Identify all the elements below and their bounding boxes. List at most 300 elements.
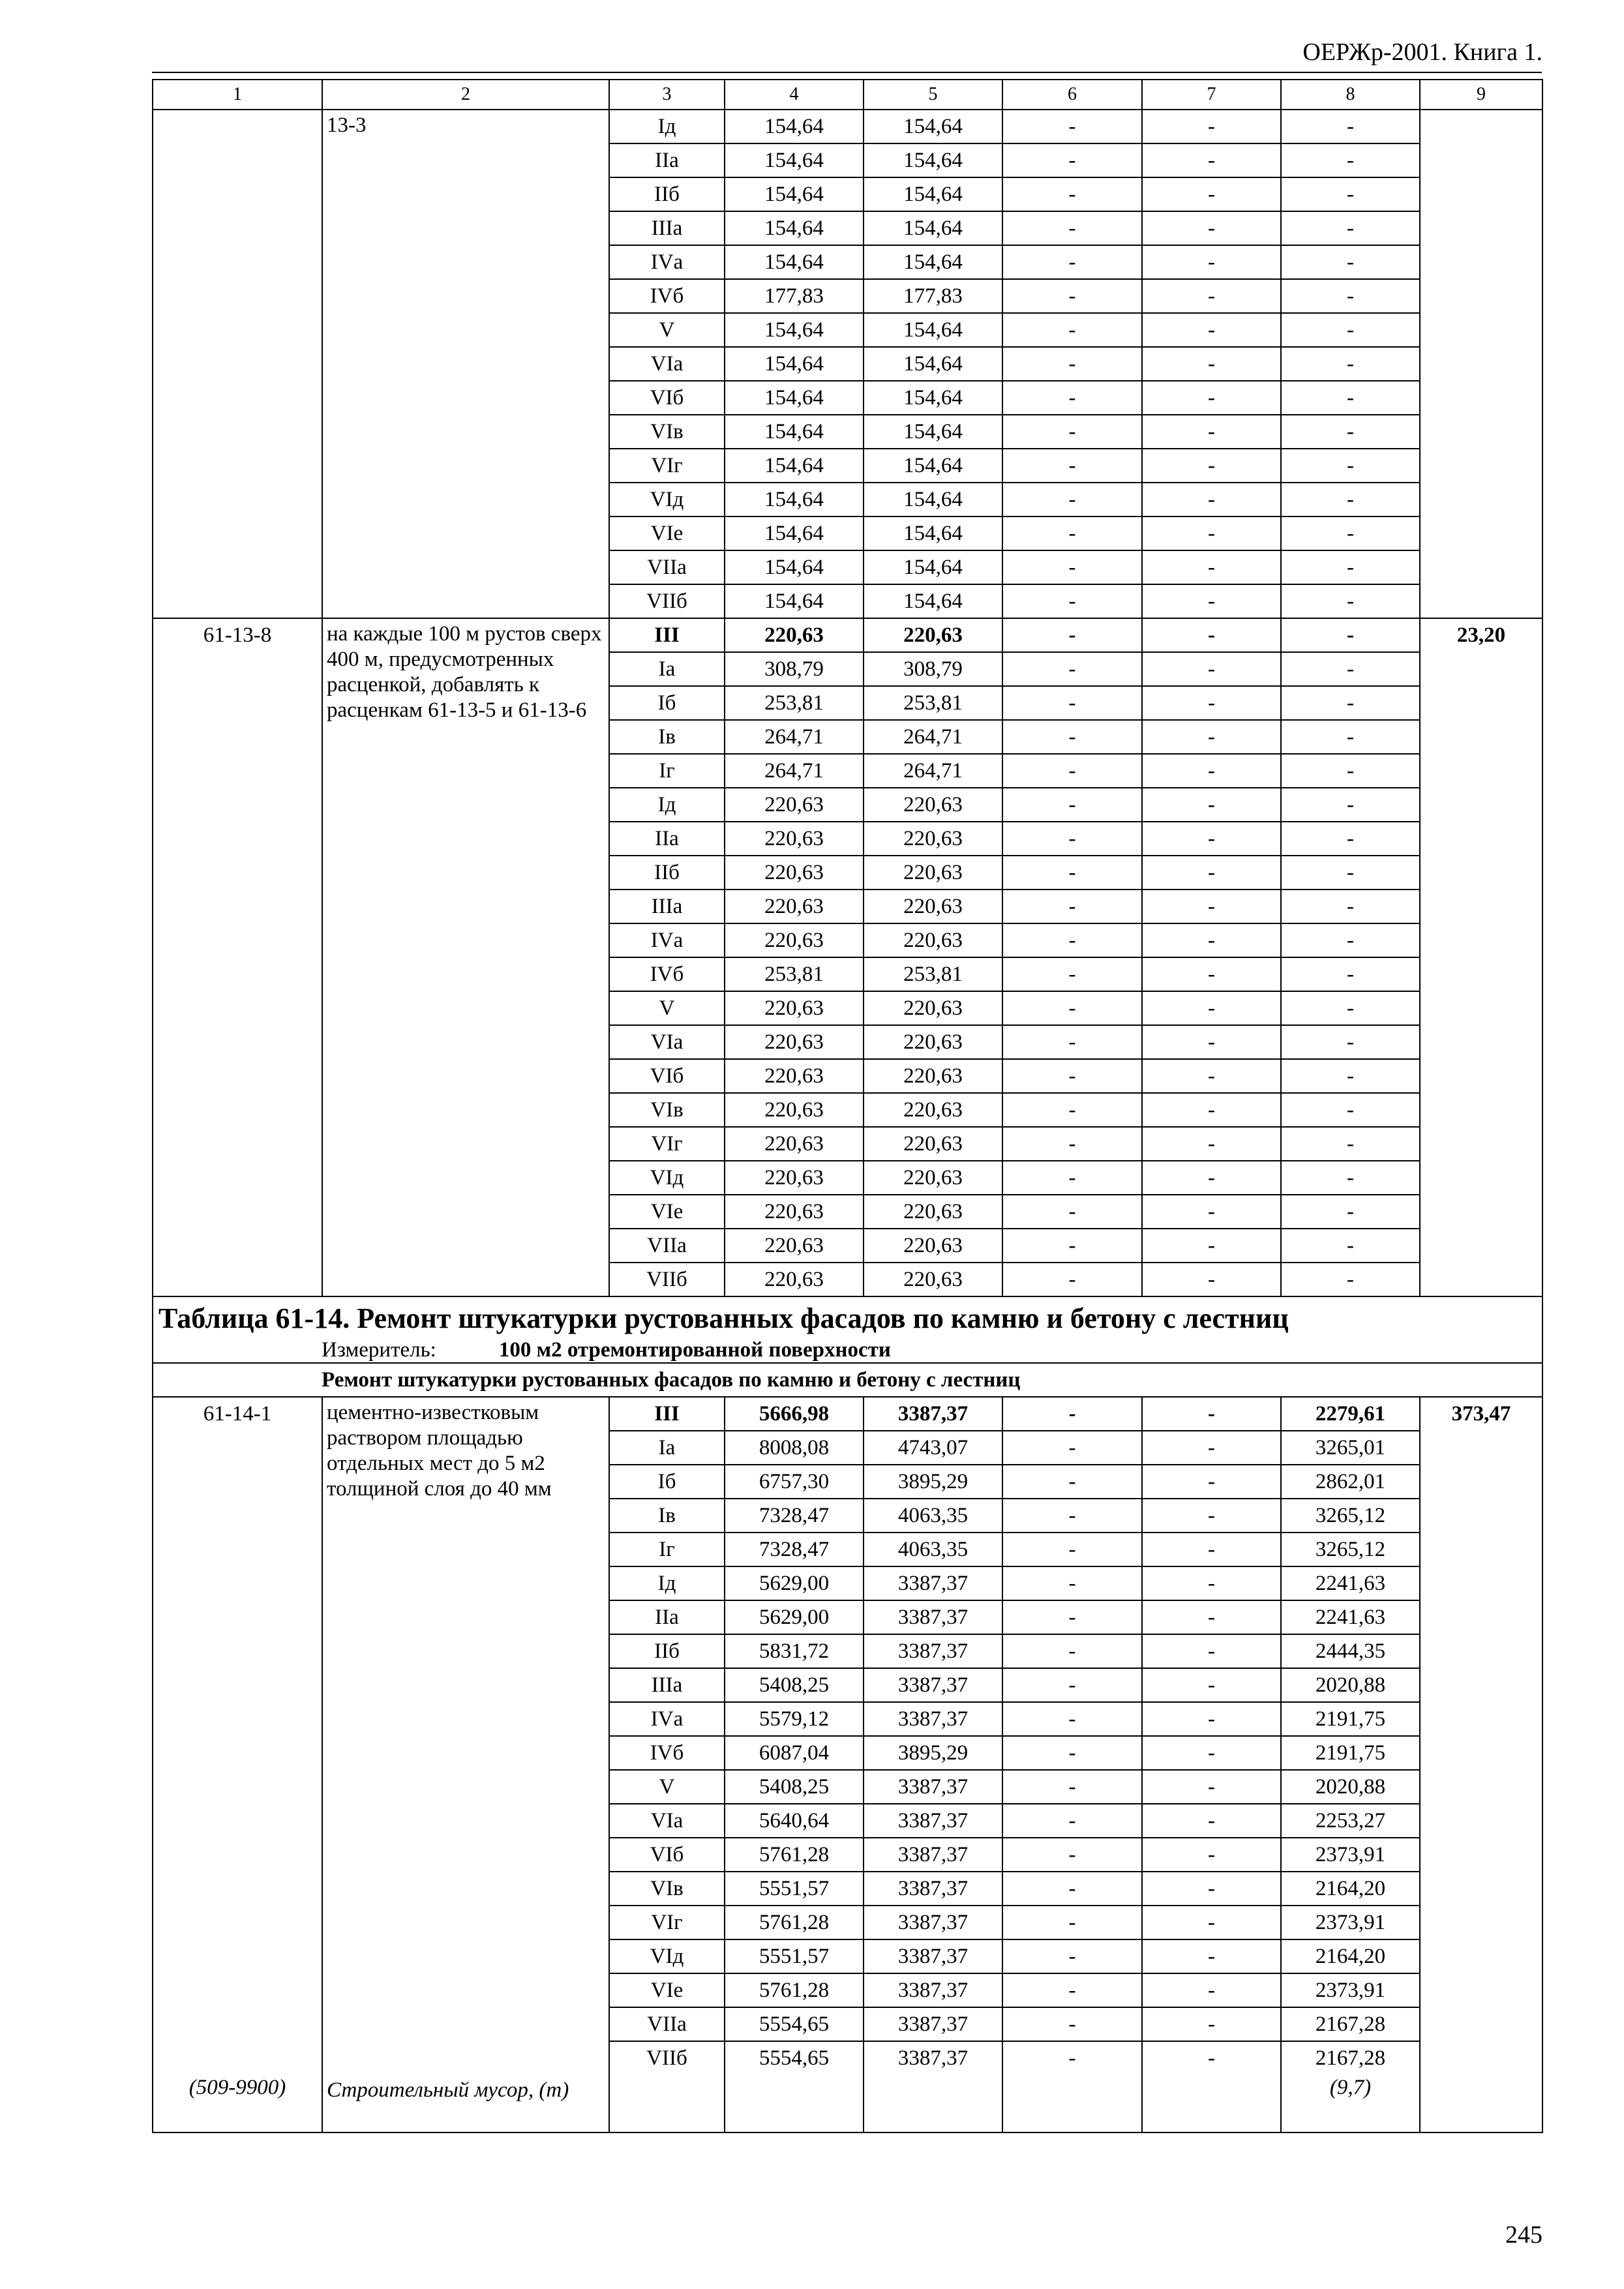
region-zone: IIIа [609, 890, 725, 923]
cost-value: 220,63 [725, 856, 864, 890]
cost-value: - [1142, 347, 1281, 381]
cost-value: 5554,65 [725, 2007, 864, 2041]
cost-value: 3895,29 [864, 1736, 1002, 1770]
cost-value: - [1002, 381, 1142, 415]
cost-value: 3265,01 [1281, 1431, 1420, 1465]
cost-value: - [1142, 1906, 1281, 1939]
cost-value: 220,63 [864, 856, 1002, 890]
region-zone: Iд [609, 110, 725, 143]
cost-value: 2191,75 [1281, 1702, 1420, 1736]
column-number: 4 [725, 80, 864, 110]
cost-value: - [1002, 1906, 1142, 1939]
measure-label: Измеритель: [322, 1338, 436, 1362]
cost-value: 5408,25 [725, 1668, 864, 1702]
cost-value: - [1281, 347, 1420, 381]
cost-value: - [1142, 1736, 1281, 1770]
cost-value: - [1002, 1465, 1142, 1499]
cost-value: - [1281, 1161, 1420, 1195]
region-zone: Iв [609, 1499, 725, 1533]
cost-value: 2373,91 [1281, 1973, 1420, 2007]
cost-value: - [1142, 1939, 1281, 1973]
cost-value: 220,63 [864, 890, 1002, 923]
region-zone: IIб [609, 177, 725, 211]
cost-value: 3387,37 [864, 2007, 1002, 2041]
cost-value: 5408,25 [725, 1770, 864, 1804]
work-description: 13-3 [322, 110, 609, 618]
cost-value: - [1281, 449, 1420, 483]
cost-value: - [1002, 1397, 1142, 1431]
cost-value: - [1002, 720, 1142, 754]
column-9-value: 373,47 [1420, 1397, 1542, 2132]
cost-value: 253,81 [725, 957, 864, 991]
cost-value: - [1002, 1600, 1142, 1634]
cost-value: - [1002, 1025, 1142, 1059]
cost-value: - [1002, 1702, 1142, 1736]
cost-value: 5551,57 [725, 1872, 864, 1906]
region-zone: IIа [609, 143, 725, 177]
cost-value: - [1142, 1872, 1281, 1906]
cost-value: 3387,37 [864, 1702, 1002, 1736]
cost-value: - [1281, 1059, 1420, 1093]
cost-value: 4743,07 [864, 1431, 1002, 1465]
cost-value: - [1142, 1804, 1281, 1838]
region-zone: VIе [609, 1973, 725, 2007]
cost-value: - [1002, 890, 1142, 923]
cost-value: - [1281, 957, 1420, 991]
cost-value: 154,64 [725, 211, 864, 245]
cost-value: - [1142, 449, 1281, 483]
cost-value: 220,63 [725, 991, 864, 1025]
cost-value: - [1002, 957, 1142, 991]
table-title-row [153, 1296, 1542, 1338]
region-zone: Iа [609, 1431, 725, 1465]
cost-value: 2167,28 [1281, 2007, 1420, 2041]
cost-value: - [1142, 516, 1281, 550]
column-9-value [1420, 110, 1542, 618]
cost-value: - [1142, 652, 1281, 686]
region-zone: VIб [609, 1059, 725, 1093]
cost-value: 154,64 [864, 483, 1002, 516]
column-number: 9 [1420, 80, 1542, 110]
cost-value: - [1142, 1634, 1281, 1668]
cost-value: - [1142, 1195, 1281, 1229]
region-zone: VIа [609, 347, 725, 381]
cost-value: - [1281, 1263, 1420, 1296]
cost-value: - [1002, 652, 1142, 686]
cost-value: - [1142, 1600, 1281, 1634]
cost-value: - [1002, 1770, 1142, 1804]
cost-value: - [1002, 1533, 1142, 1566]
cost-value: - [1142, 415, 1281, 449]
cost-value: 220,63 [725, 1229, 864, 1263]
cost-value: 220,63 [725, 618, 864, 652]
cost-value: - [1142, 1431, 1281, 1465]
cost-value: - [1142, 110, 1281, 143]
cost-value: 220,63 [864, 1025, 1002, 1059]
cost-value: 264,71 [864, 754, 1002, 788]
cost-value: - [1002, 1566, 1142, 1600]
cost-value: 220,63 [864, 1161, 1002, 1195]
cost-value: - [1142, 1668, 1281, 1702]
cost-value: - [1142, 822, 1281, 856]
cost-value: - [1142, 1059, 1281, 1093]
cost-value: - [1002, 415, 1142, 449]
cost-value: - [1002, 686, 1142, 720]
cost-value: - [1002, 1973, 1142, 2007]
cost-value: - [1142, 483, 1281, 516]
region-zone: VIд [609, 1161, 725, 1195]
region-zone: VIг [609, 1906, 725, 1939]
cost-value: 5640,64 [725, 1804, 864, 1838]
cost-value: 4063,35 [864, 1533, 1002, 1566]
measure-value: 100 м2 отремонтированной поверхности [498, 1338, 891, 1362]
region-zone: VIа [609, 1804, 725, 1838]
region-zone: IIб [609, 1634, 725, 1668]
cost-value: - [1142, 1127, 1281, 1161]
cost-value: 220,63 [864, 822, 1002, 856]
cost-value: - [1281, 686, 1420, 720]
cost-value: - [1002, 550, 1142, 584]
work-description: на каждые 100 м рустов сверх 400 м, предусмотренных расценкой, добавлять к расценкам 61-13-5 и 61-13-6 [322, 618, 609, 1296]
rate-code [153, 110, 322, 618]
cost-value: 2167,28 [1281, 2041, 1420, 2074]
cost-value: 154,64 [864, 177, 1002, 211]
cost-value: 2444,35 [1281, 1634, 1420, 1668]
column-number: 5 [864, 80, 1002, 110]
document-header: ОЕРЖр-2001. Книга 1. [1302, 38, 1542, 66]
cost-value: 2191,75 [1281, 1736, 1420, 1770]
cost-value: 5761,28 [725, 1973, 864, 2007]
cost-value: 220,63 [725, 1161, 864, 1195]
cost-value: 220,63 [725, 1093, 864, 1127]
cost-value: - [1281, 313, 1420, 347]
cost-value: - [1002, 923, 1142, 957]
cost-value: - [1002, 449, 1142, 483]
cost-value: 220,63 [864, 1127, 1002, 1161]
cost-value: - [1002, 754, 1142, 788]
cost-value: - [1142, 1397, 1281, 1431]
cost-value: 2373,91 [1281, 1906, 1420, 1939]
cost-value: - [1002, 1736, 1142, 1770]
region-zone: III [609, 1397, 725, 1431]
cost-value: - [1002, 618, 1142, 652]
cost-value: 5579,12 [725, 1702, 864, 1736]
cost-value: - [1281, 720, 1420, 754]
cost-value: 3387,37 [864, 1838, 1002, 1872]
column-number: 2 [322, 80, 609, 110]
cost-value: 5831,72 [725, 1634, 864, 1668]
cost-value: - [1281, 1195, 1420, 1229]
cost-value: - [1142, 720, 1281, 754]
cost-value: - [1142, 143, 1281, 177]
region-zone: IVб [609, 957, 725, 991]
cost-value: 8008,08 [725, 1431, 864, 1465]
cost-value: - [1002, 279, 1142, 313]
cost-value: 2020,88 [1281, 1668, 1420, 1702]
cost-value: - [1142, 1093, 1281, 1127]
cost-value: - [1281, 483, 1420, 516]
cost-value: - [1142, 788, 1281, 822]
cost-value: 6087,04 [725, 1736, 864, 1770]
cost-value: 154,64 [725, 110, 864, 143]
cost-value: - [1142, 584, 1281, 618]
cost-value: - [1281, 890, 1420, 923]
cost-value: 3387,37 [864, 1906, 1002, 1939]
region-zone: VIIб [609, 584, 725, 618]
cost-value: 3265,12 [1281, 1499, 1420, 1533]
cost-value: 2164,20 [1281, 1872, 1420, 1906]
cost-value: - [1281, 279, 1420, 313]
cost-value: 154,64 [725, 516, 864, 550]
cost-value: - [1281, 788, 1420, 822]
cost-value: - [1002, 1872, 1142, 1906]
region-zone: IIб [609, 856, 725, 890]
region-zone: III [609, 618, 725, 652]
cost-value: 154,64 [864, 143, 1002, 177]
cost-value: - [1142, 686, 1281, 720]
cost-value: - [1281, 754, 1420, 788]
cost-value: - [1142, 1838, 1281, 1872]
table-row [153, 110, 1542, 143]
cost-value: - [1281, 550, 1420, 584]
region-zone: IVб [609, 1736, 725, 1770]
cost-value: 253,81 [864, 957, 1002, 991]
cost-value: - [1002, 1093, 1142, 1127]
cost-value: - [1002, 1059, 1142, 1093]
cost-value: 3387,37 [864, 1872, 1002, 1906]
cost-value: 3265,12 [1281, 1533, 1420, 1566]
cost-value: - [1142, 1263, 1281, 1296]
cost-value: - [1281, 177, 1420, 211]
cost-value: - [1002, 1499, 1142, 1533]
cost-value: - [1142, 313, 1281, 347]
cost-value: 154,64 [725, 584, 864, 618]
region-zone: VIб [609, 1838, 725, 1872]
region-zone: Iб [609, 1465, 725, 1499]
cost-value: 154,64 [864, 584, 1002, 618]
table-title: Таблица 61-14. Ремонт штукатурки рустованных фасадов по камню и бетону с лестниц [153, 1296, 1542, 1338]
cost-value: - [1281, 618, 1420, 652]
measure-row [153, 1338, 1542, 1363]
cost-value: - [1142, 1161, 1281, 1195]
cost-value: 253,81 [864, 686, 1002, 720]
cost-value: 154,64 [725, 177, 864, 211]
cost-value: - [1002, 143, 1142, 177]
cost-value: 154,64 [864, 516, 1002, 550]
cost-value: 4063,35 [864, 1499, 1002, 1533]
cost-value: - [1142, 2007, 1281, 2041]
cost-value: 177,83 [725, 279, 864, 313]
table-row [153, 618, 1542, 652]
cost-value: - [1002, 1229, 1142, 1263]
cost-value: 2241,63 [1281, 1566, 1420, 1600]
region-zone: IVа [609, 1702, 725, 1736]
cost-value: 2164,20 [1281, 1939, 1420, 1973]
cost-value: 5666,98 [725, 1397, 864, 1431]
region-zone: V [609, 313, 725, 347]
cost-value: - [1142, 1702, 1281, 1736]
region-zone: VIд [609, 483, 725, 516]
cost-value: - [1002, 1195, 1142, 1229]
region-zone: IIа [609, 1600, 725, 1634]
cost-value: - [1142, 1229, 1281, 1263]
column-number: 7 [1142, 80, 1281, 110]
region-zone: Iг [609, 1533, 725, 1566]
measure-line [153, 1338, 1542, 1363]
cost-value: - [1002, 1804, 1142, 1838]
column-number: 8 [1281, 80, 1420, 110]
cost-value: - [1142, 856, 1281, 890]
cost-value: 220,63 [864, 923, 1002, 957]
cost-value: 154,64 [864, 415, 1002, 449]
cost-value: 154,64 [864, 550, 1002, 584]
cost-value: - [1002, 1431, 1142, 1465]
cost-value: 264,71 [725, 720, 864, 754]
page-number: 245 [1505, 2221, 1542, 2249]
cost-value: - [1142, 890, 1281, 923]
cost-value: 220,63 [864, 618, 1002, 652]
cost-value: 3387,37 [864, 1634, 1002, 1668]
cost-value: 154,64 [725, 550, 864, 584]
column-9-value: 23,20 [1420, 618, 1542, 1296]
cost-value: 154,64 [725, 143, 864, 177]
region-zone: VIд [609, 1939, 725, 1973]
cost-value: - [1142, 923, 1281, 957]
cost-value: - [1002, 1939, 1142, 1973]
cost-value: 5761,28 [725, 1838, 864, 1872]
cost-value: - [1281, 211, 1420, 245]
rate-code: 61-13-8 [153, 618, 322, 1296]
region-zone: IVа [609, 245, 725, 279]
region-zone: VIв [609, 1872, 725, 1906]
cost-value: 3387,37 [864, 1566, 1002, 1600]
cost-value: - [1281, 856, 1420, 890]
region-zone: VIг [609, 1127, 725, 1161]
region-zone: IVа [609, 923, 725, 957]
cost-value: 154,64 [864, 245, 1002, 279]
region-zone: VIIа [609, 1229, 725, 1263]
region-zone: VIIа [609, 2007, 725, 2041]
table-body [153, 80, 1542, 2132]
cost-value: 220,63 [864, 1229, 1002, 1263]
cost-value: - [1002, 313, 1142, 347]
cost-value: - [1002, 110, 1142, 143]
cost-value: 5629,00 [725, 1600, 864, 1634]
cost-value: 3387,37 [864, 2041, 1002, 2132]
cost-value: - [1002, 584, 1142, 618]
region-zone: VIв [609, 1093, 725, 1127]
region-zone: Iв [609, 720, 725, 754]
region-zone: VIIб [609, 2041, 725, 2132]
region-zone: VIв [609, 415, 725, 449]
header-divider [152, 72, 1542, 73]
cost-value: - [1281, 1025, 1420, 1059]
cost-value: - [1142, 2041, 1281, 2132]
cost-value: - [1002, 1161, 1142, 1195]
cost-value: 154,64 [725, 381, 864, 415]
cost-value: - [1142, 1566, 1281, 1600]
region-zone: VIе [609, 1195, 725, 1229]
cost-value: 220,63 [864, 1059, 1002, 1093]
region-zone: VIIа [609, 550, 725, 584]
cost-value: 154,64 [864, 110, 1002, 143]
cost-value: 3387,37 [864, 1600, 1002, 1634]
debris-code: (509-9900) [153, 2074, 322, 2132]
cost-value: 308,79 [864, 652, 1002, 686]
cost-value: 6757,30 [725, 1465, 864, 1499]
column-number-row [153, 80, 1542, 110]
cost-value: 154,64 [864, 211, 1002, 245]
column-number: 1 [153, 80, 322, 110]
cost-value: 3895,29 [864, 1465, 1002, 1499]
cost-value: - [1002, 211, 1142, 245]
cost-value: 220,63 [725, 890, 864, 923]
cost-value: 154,64 [725, 245, 864, 279]
cost-value: 177,83 [864, 279, 1002, 313]
cost-value: - [1142, 211, 1281, 245]
cost-value: - [1281, 923, 1420, 957]
cost-value: 154,64 [864, 449, 1002, 483]
cost-value: 253,81 [725, 686, 864, 720]
cost-value: - [1002, 2007, 1142, 2041]
cost-value: - [1281, 822, 1420, 856]
price-table [152, 79, 1543, 2133]
cost-value: - [1281, 143, 1420, 177]
cost-value: 220,63 [725, 1127, 864, 1161]
cost-value: 154,64 [725, 347, 864, 381]
cost-value: 220,63 [725, 788, 864, 822]
cost-value: 2253,27 [1281, 1804, 1420, 1838]
cost-value: 220,63 [725, 1025, 864, 1059]
region-zone: VIе [609, 516, 725, 550]
cost-value: - [1002, 483, 1142, 516]
region-zone: V [609, 1770, 725, 1804]
cost-value: 220,63 [725, 1195, 864, 1229]
cost-value: - [1142, 618, 1281, 652]
cost-value: 3387,37 [864, 1668, 1002, 1702]
cost-value: - [1281, 652, 1420, 686]
cost-value: 154,64 [864, 313, 1002, 347]
cost-value: - [1281, 991, 1420, 1025]
cost-value: - [1281, 381, 1420, 415]
cost-value: - [1142, 245, 1281, 279]
cost-value: - [1002, 245, 1142, 279]
region-zone: IIа [609, 822, 725, 856]
cost-value: 2020,88 [1281, 1770, 1420, 1804]
cost-value: - [1281, 245, 1420, 279]
cost-value: 7328,47 [725, 1533, 864, 1566]
cost-value: 154,64 [864, 381, 1002, 415]
cost-value: - [1142, 1533, 1281, 1566]
cost-value: - [1281, 516, 1420, 550]
cost-value: 264,71 [725, 754, 864, 788]
cost-value: - [1281, 1093, 1420, 1127]
cost-value: 3387,37 [864, 1397, 1002, 1431]
cost-value: 5761,28 [725, 1906, 864, 1939]
cost-value: - [1142, 279, 1281, 313]
cost-value: - [1142, 1973, 1281, 2007]
cost-value: - [1281, 1127, 1420, 1161]
cost-value: - [1281, 110, 1420, 143]
cost-value: - [1142, 991, 1281, 1025]
cost-value: 154,64 [725, 313, 864, 347]
cost-value: 220,63 [725, 1263, 864, 1296]
section-name: Ремонт штукатурки рустованных фасадов по камню и бетону с лестниц [153, 1363, 1542, 1397]
debris-name: Строительный мусор, (т) [322, 2074, 609, 2132]
cost-value: - [1142, 957, 1281, 991]
region-zone: Iд [609, 1566, 725, 1600]
region-zone: Iд [609, 788, 725, 822]
